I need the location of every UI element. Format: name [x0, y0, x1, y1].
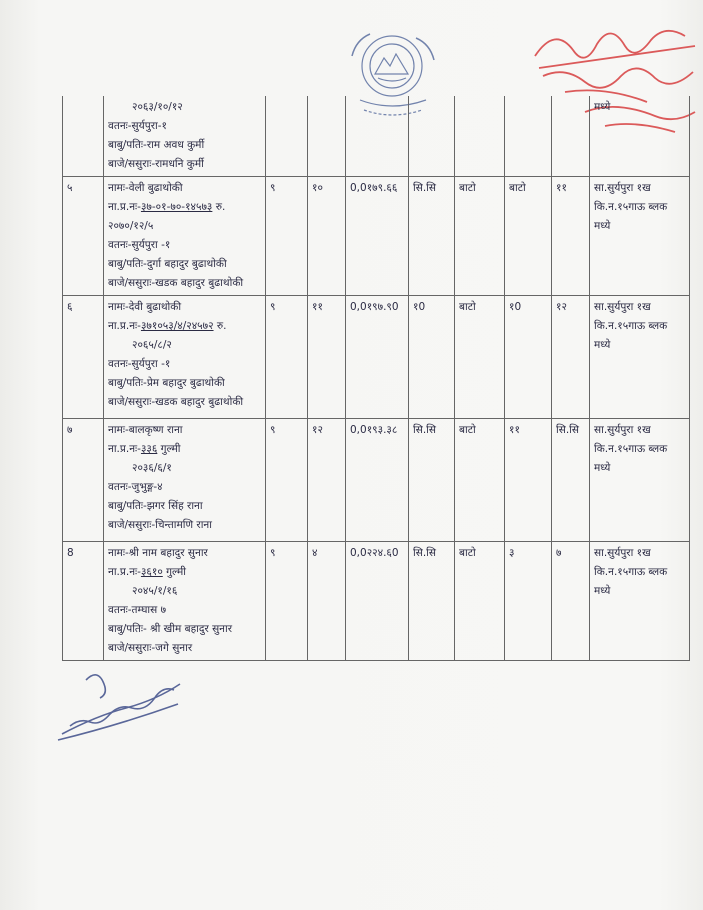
south-boundary-cell	[552, 96, 590, 177]
area-cell: 0,0१९७.९0	[346, 296, 409, 419]
owner-details-cell	[104, 419, 266, 542]
table-row	[63, 296, 690, 419]
grandfather-line: बाजे/ससुराः-खडक बहादुर बुढाथोकी	[108, 396, 244, 408]
north-boundary-cell: १0	[505, 296, 552, 419]
ward-cell	[266, 96, 308, 177]
owner-details-cell	[104, 177, 266, 296]
address-line: वतनः-सुर्यपुरा-१	[108, 120, 167, 132]
owner-details-cell	[104, 296, 266, 419]
west-boundary-cell	[455, 96, 505, 177]
serial-cell: ६	[63, 296, 104, 419]
area-cell: 0,0१९३.३८	[346, 419, 409, 542]
remarks-line: मध्ये	[594, 585, 611, 597]
owner-name: नामः-वेली बुढाथोकी	[108, 182, 183, 194]
serial-cell	[63, 96, 104, 177]
ward-cell: ९	[266, 177, 308, 296]
citizenship-number: ३७-०१-७०-१४५७३	[140, 201, 213, 213]
citizenship-date: २०६५/८/२	[132, 339, 172, 351]
remarks-cell	[590, 542, 690, 661]
serial-cell: ७	[63, 419, 104, 542]
citizenship-number: ३७१०५३/४/२४५७२	[140, 320, 214, 332]
father-line: बाबु/पतिः-प्रेम बहादुर बुढाथोकी	[108, 377, 225, 389]
citizenship-date: २०३६/६/१	[132, 462, 172, 474]
address-line: वतनः-सुर्यपुरा -१	[108, 239, 171, 251]
area-cell	[346, 96, 409, 177]
grandfather-line: बाजे/ससुराः-खडक बहादुर बुढाथोकी	[108, 277, 244, 289]
remarks-line: सा.सुर्यपुरा १ख	[594, 301, 651, 313]
land-register-table	[62, 96, 690, 661]
remarks-line: कि.न.१५गाऊ ब्लक	[594, 443, 668, 455]
citizenship-line: ना.प्र.नः-३६१० गुल्मी	[108, 566, 186, 578]
handwritten-signature	[56, 664, 186, 744]
remarks-cell	[590, 96, 690, 177]
address-line: वतनः-तम्घास ७	[108, 604, 167, 616]
plot-no-cell: १०	[308, 177, 346, 296]
plot-no-cell: १२	[308, 419, 346, 542]
ward-cell: ९	[266, 542, 308, 661]
plot-no-cell	[308, 96, 346, 177]
south-boundary-cell: १२	[552, 296, 590, 419]
remarks-line: मध्ये	[594, 101, 611, 113]
remarks-cell	[590, 296, 690, 419]
remarks-line: कि.न.१५गाऊ ब्लक	[594, 320, 668, 332]
owner-name: नामः-बालकृष्ण राना	[108, 424, 183, 436]
east-boundary-cell: सि.सि	[409, 177, 455, 296]
father-line: बाबु/पतिः-झगर सिंह राना	[108, 500, 203, 512]
table-row	[63, 96, 690, 177]
citizenship-date: २०७०/१२/५	[108, 220, 154, 232]
remarks-line: कि.न.१५गाऊ ब्लक	[594, 566, 668, 578]
remarks-line: मध्ये	[594, 220, 611, 232]
grandfather-line: बाजे/ससुराः-चिन्तामणि राना	[108, 519, 212, 531]
remarks-line: सा.सुर्यपुरा १ख	[594, 182, 651, 194]
address-line: वतनः-जुभुङ्ग-४	[108, 481, 163, 493]
west-boundary-cell: बाटो	[455, 419, 505, 542]
remarks-cell	[590, 419, 690, 542]
address-line: वतनः-सुर्यपुरा -१	[108, 358, 171, 370]
south-boundary-cell: ७	[552, 542, 590, 661]
north-boundary-cell: ११	[505, 419, 552, 542]
table-row	[63, 542, 690, 661]
north-boundary-cell: ३	[505, 542, 552, 661]
east-boundary-cell	[409, 96, 455, 177]
grandfather-line: बाजे/ससुराः-जगे सुनार	[108, 642, 193, 654]
citizenship-number: ३६१०	[140, 566, 163, 578]
citizenship-line: ना.प्र.नः-३७-०१-७०-१४५७३ रु.	[108, 201, 226, 213]
citizenship-date: २०४५/१/१६	[132, 585, 178, 597]
remarks-line: कि.न.१५गाऊ ब्लक	[594, 201, 668, 213]
south-boundary-cell: सि.सि	[552, 419, 590, 542]
east-boundary-cell: सि.सि	[409, 542, 455, 661]
remarks-line: मध्ये	[594, 462, 611, 474]
ward-cell: ९	[266, 296, 308, 419]
east-boundary-cell: १0	[409, 296, 455, 419]
west-boundary-cell: बाटो	[455, 177, 505, 296]
west-boundary-cell: बाटो	[455, 542, 505, 661]
north-boundary-cell: बाटो	[505, 177, 552, 296]
plot-no-cell: ४	[308, 542, 346, 661]
citizenship-line: ना.प्र.नः-३७१०५३/४/२४५७२ रु.	[108, 320, 227, 332]
owner-name: नामः-देवी बुढाथोकी	[108, 301, 182, 313]
remarks-line: मध्ये	[594, 339, 611, 351]
remarks-cell	[590, 177, 690, 296]
east-boundary-cell: सि.सि	[409, 419, 455, 542]
owner-details-cell	[104, 542, 266, 661]
area-cell: 0,0१७९.६६	[346, 177, 409, 296]
table-row	[63, 177, 690, 296]
owner-name: नामः-श्री नाम बहादुर सुनार	[108, 547, 208, 559]
remarks-line: सा.सुर्यपुरा १ख	[594, 424, 651, 436]
plot-no-cell: ११	[308, 296, 346, 419]
remarks-line: सा.सुर्यपुरा १ख	[594, 547, 651, 559]
grandfather-line: बाजे/ससुराः-रामधनि कुर्मी	[108, 158, 204, 170]
owner-details-cell	[104, 96, 266, 177]
father-line: बाबु/पतिः-राम अवध कुर्मी	[108, 139, 205, 151]
area-cell: 0,0२२४.६0	[346, 542, 409, 661]
father-line: बाबु/पतिः-दुर्गा बहादुर बुढाथोकी	[108, 258, 227, 270]
serial-cell: 8	[63, 542, 104, 661]
citizenship-number: ३३६	[140, 443, 158, 455]
serial-cell: ५	[63, 177, 104, 296]
north-boundary-cell	[505, 96, 552, 177]
ward-cell: ९	[266, 419, 308, 542]
father-line: बाबु/पतिः- श्री खीम बहादुर सुनार	[108, 623, 233, 635]
table-row	[63, 419, 690, 542]
registration-date: २०६३/१०/१२	[132, 101, 183, 113]
west-boundary-cell: बाटो	[455, 296, 505, 419]
citizenship-line: ना.प्र.नः-३३६ गुल्मी	[108, 443, 181, 455]
south-boundary-cell: ११	[552, 177, 590, 296]
